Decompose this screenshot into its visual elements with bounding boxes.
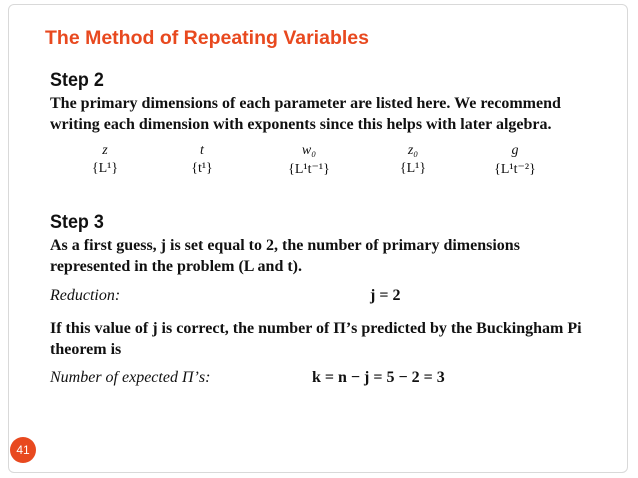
parameter-symbol: w₀: [301, 143, 317, 158]
parameter-symbol: t: [200, 143, 204, 158]
parameter-t: [157, 143, 247, 177]
parameter-z: [60, 143, 150, 177]
step3-text2: If this value of j is correct, the number of Π’s predicted by the Buckingham Pi theorem is: [50, 320, 582, 358]
parameter-g: [470, 143, 560, 178]
parameter-dimension: {L¹}: [399, 161, 427, 176]
parameter-dimension: {L¹}: [91, 161, 119, 176]
parameter-w0: [264, 143, 354, 178]
parameter-dimension: {L¹t⁻¹}: [288, 162, 330, 177]
parameter-dimensions-table: [50, 143, 590, 185]
reduction-value: j = 2: [370, 287, 401, 304]
step2-heading: Step 2: [50, 69, 104, 91]
parameter-symbol: g: [511, 143, 519, 158]
slide-title: The Method of Repeating Variables: [45, 27, 369, 49]
step3-text1: As a first guess, j is set equal to 2, the number of primary dimensions represented in the problem (L and t).: [50, 237, 520, 275]
parameter-symbol: z: [102, 143, 108, 158]
step3-heading: Step 3: [50, 211, 104, 233]
page-number-badge: 41: [10, 437, 36, 463]
expected-label: Number of expected Π’s:: [50, 369, 211, 386]
step2-text: The primary dimensions of each parameter are listed here. We recommend writing each dimension with exponents since this helps with later algebra.: [50, 95, 561, 133]
expected-value: k = n − j = 5 − 2 = 3: [312, 369, 445, 386]
parameter-dimension: {L¹t⁻²}: [494, 162, 536, 177]
parameter-symbol: z₀: [407, 143, 419, 158]
parameter-z0: [368, 143, 458, 177]
reduction-label: Reduction:: [50, 287, 121, 304]
parameter-dimension: {t¹}: [191, 161, 213, 176]
